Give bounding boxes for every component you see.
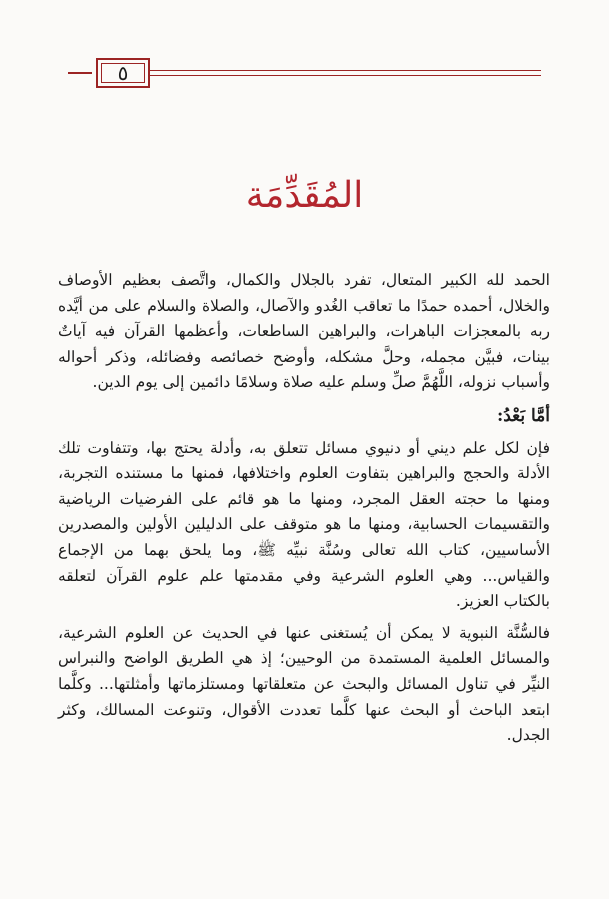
body-text [58, 268, 550, 749]
header-left-rule [68, 72, 92, 74]
intro-paragraph: الحمد لله الكبير المتعال، تفرد بالجلال والكمال، واتَّصف بعظيم الأوصاف والخلال، أحمده حمدًا ما تعاقب الغُدو والآصال، والصلاة والسلام على من أيَّده ربه بالمعجزات الباهرات، والبراهين الساطعات، وأعظمها القرآن فيه آياتٌ بينات، فبيَّن مجمله، وحلَّ مشكله، وأوضح خصائصه وفضائله، وذكر أحواله وأسباب نزوله، اللَّهُمَّ صلِّ وسلم عليه صلاة وسلامًا دائمين إلى يوم الدين. [58, 271, 550, 392]
paragraph-2: فالسُّنَّة النبوية لا يمكن أن يُستغنى عنها في الحديث عن العلوم الشرعية، والمسائل العلمية المستمدة من الوحيين؛ إذ هي الطريق الواضح والنبراس النيِّر في تناول المسائل والبحث عن متعلقاتها ومستلزماتها وأمثلتها... وكلَّما ابتعد الباحث أو البحث عنها كلَّما تعددت الأقوال، وتنوعت المسالك، وكثر الجدل. [58, 623, 551, 745]
page-number-frame [96, 58, 150, 88]
amma-bad-heading: أمَّا بَعْدُ: [496, 405, 550, 426]
page-header [0, 56, 609, 90]
header-rule-bottom [150, 75, 541, 76]
paragraph-1: فإن لكل علم ديني أو دنيوي مسائل تتعلق به، وأدلة يحتج بها، وتتفاوت تلك الأدلة والحجج والبراهين بتفاوت العلوم واختلافها، فمنها ما مستنده التجربة، ومنها ما حجته العقل المجرد، ومنها ما هو قائم على الفرضيات الرياضية والتقسيمات الحسابية، ومنها ما هو متوقف على الدليلين الأولين والمصدرين الأساسيين، كتاب الله تعالى وسُنَّة نبيِّه ﷺ، وما يلحق بهما من الإجماع والقياس... وهي العلوم الشرعية وفي مقدمتها علم علوم القرآن لتعلقه بالكتاب العزيز. [58, 438, 551, 611]
header-rule-top [150, 70, 541, 71]
page-number: ٥ [117, 61, 129, 85]
section-title: المُقَدِّمَة [245, 175, 364, 216]
